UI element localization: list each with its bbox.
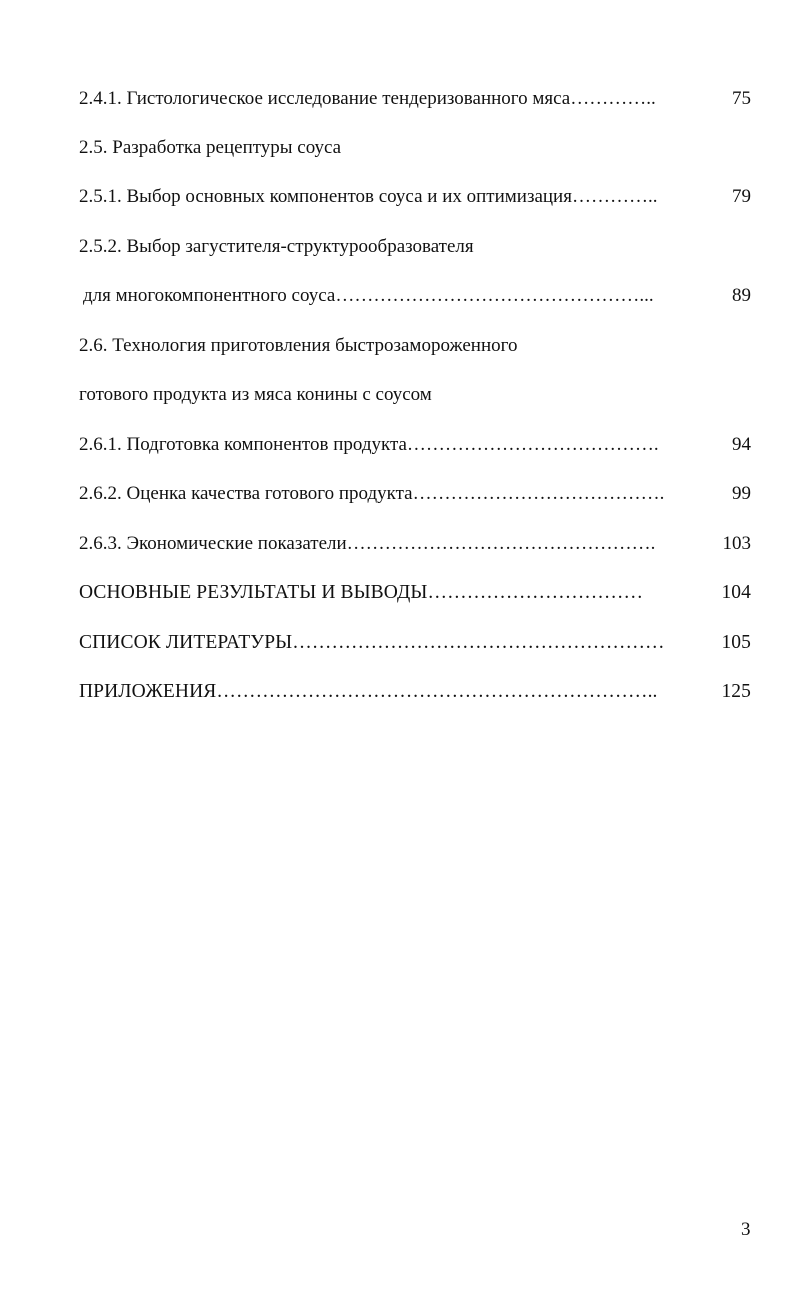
toc-entry-page: 94 <box>732 434 751 455</box>
toc-entry-page: 75 <box>732 88 751 109</box>
toc-entry-page: 89 <box>732 285 751 306</box>
toc-entry <box>79 232 751 262</box>
toc-entry-title: готового продукта из мяса конины с соусом <box>79 384 432 405</box>
toc-entry-title: СПИСОК ЛИТЕРАТУРЫ………………………………………………… <box>79 632 665 653</box>
toc-entry <box>79 281 751 311</box>
toc-entry-title: 2.6.1. Подготовка компонентов продукта…………………………………. <box>79 434 659 455</box>
toc-entry <box>79 331 751 361</box>
toc-entry <box>79 133 751 163</box>
toc-entry <box>79 479 751 509</box>
toc-entry-page: 99 <box>732 483 751 504</box>
toc-entry <box>79 430 751 460</box>
toc-entry-title: 2.5. Разработка рецептуры соуса <box>79 137 342 158</box>
toc-entry-page: 105 <box>721 632 751 653</box>
toc-entry <box>79 529 751 559</box>
toc-entry-page: 79 <box>732 186 751 207</box>
toc-entry <box>79 628 751 658</box>
toc-entry-title: ОСНОВНЫЕ РЕЗУЛЬТАТЫ И ВЫВОДЫ…………………………… <box>79 582 644 603</box>
toc-entry-title: для многокомпонентного соуса…………………………………………... <box>83 285 654 306</box>
toc-entry <box>79 380 751 410</box>
toc-entry-page: 104 <box>721 582 751 603</box>
toc-entry-title: 2.5.2. Выбор загустителя-структурообразователя <box>79 236 474 257</box>
toc-entry-page: 103 <box>722 533 751 554</box>
page-number: 3 <box>741 1219 751 1240</box>
toc-entry-title: 2.6. Технология приготовления быстрозамороженного <box>79 335 518 356</box>
toc-entry <box>79 84 751 114</box>
toc-entry-title: 2.6.2. Оценка качества готового продукта…………………………………. <box>79 483 665 504</box>
toc-entry-title: 2.6.3. Экономические показатели…………………………………………. <box>79 533 656 554</box>
toc-entry-title: ПРИЛОЖЕНИЯ………………………………………………………….. <box>79 681 658 702</box>
toc-entry-title: 2.5.1. Выбор основных компонентов соуса и их оптимизация………….. <box>79 186 658 207</box>
toc-entry <box>79 182 751 212</box>
toc-entry <box>79 677 751 707</box>
toc-entry-page: 125 <box>721 681 751 702</box>
toc-entry <box>79 578 751 608</box>
toc-entry-title: 2.4.1. Гистологическое исследование тендеризованного мяса………….. <box>79 88 656 109</box>
